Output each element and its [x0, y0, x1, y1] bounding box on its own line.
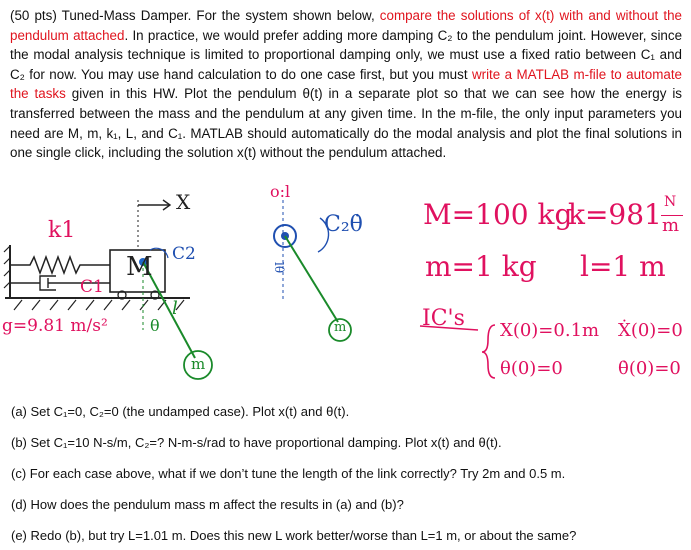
theta-label: θ [150, 316, 160, 335]
question-d: (d) How does the pendulum mass m affect the results in (a) and (b)? [11, 497, 404, 512]
l-theta-label: lθ [272, 262, 286, 274]
param-k-units-num: N [664, 194, 677, 210]
fbd-label: o:l [270, 182, 291, 201]
intro-text-2: . In practice, we would prefer adding more damping C₂ to the pendulum joint. However, since the modal analysis technique is limited to proportional damping only, we must use a fixed ratio between C₁ and C₂ for now. You may use hand calculation to do one case first, but you must [10, 27, 683, 82]
x-label: X [176, 190, 191, 214]
question-b: (b) Set C₁=10 N-s/m, C₂=? N-m-s/rad to have proportional damping. Plot x(t) and θ(t). [11, 435, 502, 450]
l-label: l [172, 298, 178, 319]
ic-x0: X(0)=0.1m [500, 320, 600, 341]
param-m: m=1 kg [425, 250, 537, 283]
intro-highlight-matlab: write a MATLAB m-file to automate the tasks [10, 66, 682, 102]
param-k: k=981 [568, 198, 662, 231]
ic-xdot0: Ẋ(0)=0 [618, 320, 683, 341]
c1-label: C1 [80, 277, 104, 297]
c2-theta-dot-label: C₂θ̇ [324, 212, 363, 237]
param-M: M=100 kg [423, 198, 573, 231]
question-a: (a) Set C₁=0, C₂=0 (the undamped case). Plot x(t) and θ(t). [11, 404, 350, 419]
intro-highlight-compare: compare the solutions of x(t) with and without the pendulum attached [10, 8, 682, 43]
ic-theta0: θ(0)=0 [500, 358, 563, 379]
question-c: (c) For each case above, what if we don’t tune the length of the link correctly? Try 2m and 0.5 m. [11, 466, 566, 481]
param-k-units-den: m [662, 215, 680, 236]
ic-label: IC's [422, 306, 465, 331]
param-l: l=1 m [580, 250, 666, 283]
fbd-mass-label: m [334, 320, 347, 335]
k1-label: k1 [48, 218, 76, 243]
pendulum-mass-label: m [191, 355, 206, 373]
mass-M-label: M [126, 252, 153, 282]
gravity-label: g=9.81 m/s² [2, 316, 108, 336]
intro-text-1: (50 pts) Tuned-Mass Damper. For the system shown below, [10, 8, 380, 23]
intro-text-3: given in this HW. Plot the pendulum θ(t) in a separate plot so that we can see how the energy is transferred between the mass and the pendulum at any given time. In the m-file, the only input parameters you need are M, m, k₁, L, and C₁. MATLAB should automatically do the modal analysis and plot the final solutions in one single click, including the solution x(t) without the pendulum attached. [10, 86, 683, 161]
c2-label: C2 [172, 244, 196, 264]
question-e: (e) Redo (b), but try L=1.01 m. Does this new L work better/worse than L=1 m, or about the same? [11, 528, 577, 543]
ic-thetadot0: θ̇(0)=0 [618, 358, 681, 379]
